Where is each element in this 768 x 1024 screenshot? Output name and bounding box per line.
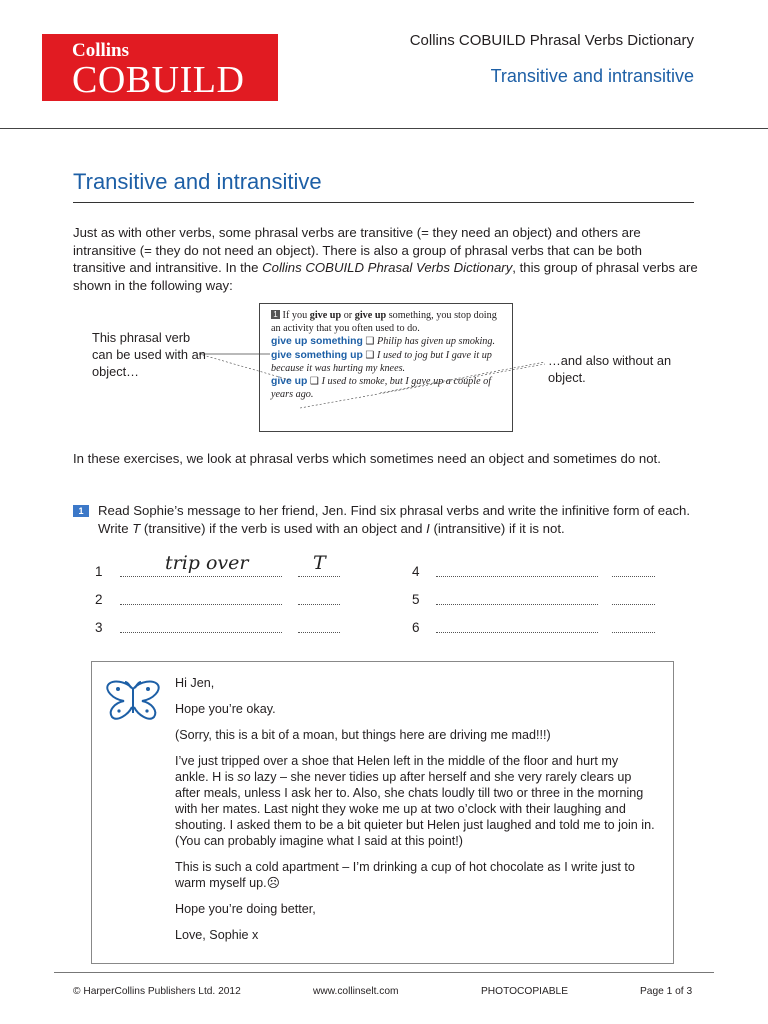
footer-page-number: Page 1 of 3 [640, 986, 693, 997]
footer-copyright: © HarperCollins Publishers Ltd. 2012 [73, 986, 241, 997]
answer-line[interactable] [436, 576, 598, 577]
letter-paragraph: This is such a cold apartment – I’m drinking a cup of hot chocolate as I write just to warm myself up.☹ [175, 860, 635, 890]
intro-paragraph: Just as with other verbs, some phrasal verbs are transitive (= they need an object) and others are intransitive (= they do not need an object). There is also a group of phrasal verbs that can be both transitive and intransitive. In the Collins COBUILD Phrasal Verbs Dictionary, this group of phrasal verbs are shown in the following way: [73, 225, 698, 293]
row-number: 2 [95, 592, 103, 607]
right-connector-dashed [380, 362, 545, 393]
letter-paragraph: I’ve just tripped over a shoe that Helen left in the middle of the floor and hurt my ankle. H is so lazy – she never tidies up after herself and she very rarely clears up after meals, unless I ask her to. Also, she chats loudly till two or three in the morning with her mates. Last night they woke me up at two o’clock with their laughing and shouting. I asked them to be a bit quieter but Helen just laughed and told me to join in. (You can probably imagine what I said at this point!) [175, 754, 655, 848]
answer-line[interactable] [436, 604, 598, 605]
letter-paragraph: Hope you’re doing better, [175, 902, 316, 916]
answer-line[interactable] [120, 576, 282, 577]
exercise-instruction: Read Sophie’s message to her friend, Jen. Find six phrasal verbs and write the infinitive form of each. Write T (transitive) if the verb is used with an object and I (intransitive) if it is not. [98, 503, 691, 536]
right-annotation: …and also without an object. [548, 353, 672, 385]
pattern-transitive-2: give something up [271, 349, 363, 361]
sense-number: 1 [271, 310, 280, 319]
message-body [175, 675, 655, 953]
left-connector-dashed [199, 354, 290, 380]
type-line[interactable] [612, 632, 655, 633]
answer-handwritten: trip over [165, 552, 249, 574]
answer-line[interactable] [436, 632, 598, 633]
pattern-intransitive: give up [271, 376, 308, 388]
type-line[interactable] [612, 604, 655, 605]
dictionary-entry-box: 1 If you give up or give up something, you stop doing an activity that you often used to do. give up something ❑ Philip has given up smoking. give something up ❑ I used to jog but I gave it up because it was hurting my knees. give up ❑ I used to smoke, but I gave up a couple of years ago. [259, 303, 513, 432]
book-title: Collins COBUILD Phrasal Verbs Dictionary [409, 32, 694, 49]
row-number: 4 [412, 564, 420, 579]
row-number: 5 [412, 592, 420, 607]
type-line[interactable] [298, 576, 340, 577]
right-connector-dashed-2 [300, 364, 545, 408]
butterfly-icon [104, 679, 162, 723]
sad-face-icon: ☹ [266, 876, 280, 890]
pattern-transitive-1: give up something [271, 336, 363, 348]
logo-cobuild: COBUILD [72, 59, 245, 101]
letter-paragraph: Hope you’re okay. [175, 702, 276, 716]
type-line[interactable] [298, 604, 340, 605]
exercises-intro: In these exercises, we look at phrasal verbs which sometimes need an object and sometimes do not. [73, 451, 661, 466]
letter-paragraph: (Sorry, this is a bit of a moan, but things here are driving me mad!!!) [175, 728, 551, 742]
header-topic: Transitive and intransitive [490, 66, 694, 86]
type-line[interactable] [612, 576, 655, 577]
logo-collins: Collins [72, 40, 130, 61]
row-number: 6 [412, 620, 420, 635]
exercise-number-badge: 1 [73, 505, 89, 517]
row-number: 3 [95, 620, 103, 635]
type-line[interactable] [298, 632, 340, 633]
footer-website[interactable]: www.collinselt.com [313, 986, 399, 997]
row-number: 1 [95, 564, 103, 579]
letter-greeting: Hi Jen, [175, 676, 215, 690]
answer-line[interactable] [120, 604, 282, 605]
type-handwritten: T [313, 552, 326, 574]
left-annotation: This phrasal verb can be used with an object… [92, 330, 206, 379]
answer-line[interactable] [120, 632, 282, 633]
page-title: Transitive and intransitive [73, 169, 322, 194]
letter-signoff: Love, Sophie x [175, 928, 259, 942]
footer-divider [54, 972, 714, 973]
footer-photocopiable: PHOTOCOPIABLE [481, 986, 568, 997]
